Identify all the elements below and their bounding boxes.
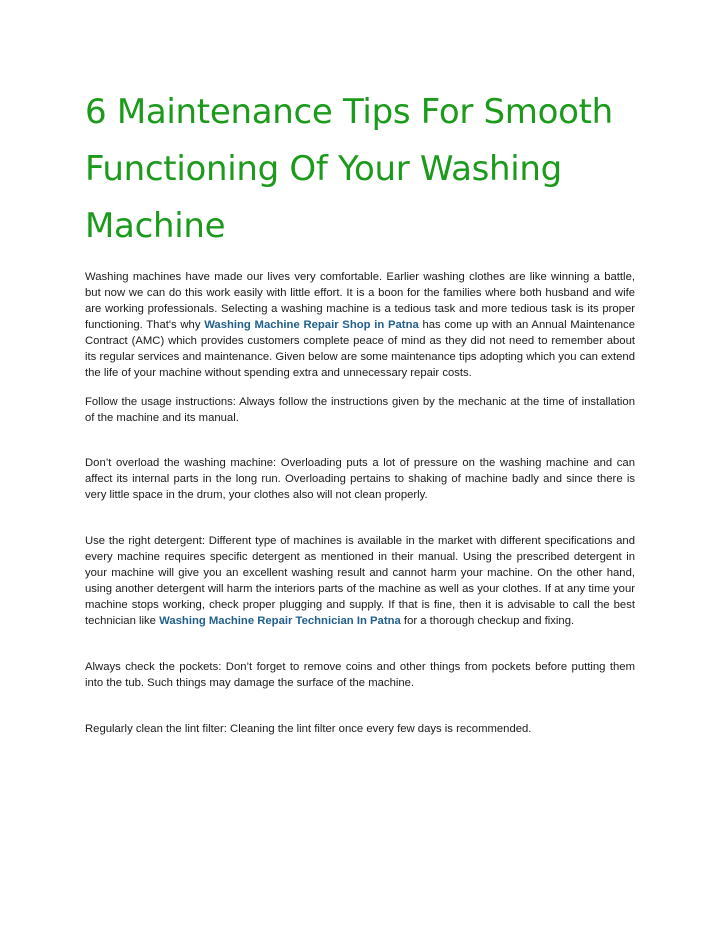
intro-text-after-link: has come up with an Annual Maintenance Contract (AMC) which provides customers complete peace of mind as they did not need to remember about its regular services and maintenance. Given below are some maintenance tips adopting which you can extend the life of your machine without spending extra and unnecessary repair costs.	[85, 319, 635, 379]
detergent-text-after-link: for a thorough checkup and fixing.	[400, 615, 575, 627]
tip-clean-lint-filter: Regularly clean the lint filter: Cleaning the lint filter once every few days is recommended.	[85, 723, 532, 735]
tip-check-pockets: Always check the pockets: Don’t forget to remove coins and other things from pockets before putting them into the tub. Such things may damage the surface of the machine.	[85, 661, 635, 689]
tip-dont-overload: Don’t overload the washing machine: Overloading puts a lot of pressure on the washing machine and can affect its internal parts in the long run. Overloading pertains to shaking of machine badly and since there is very little space in the drum, your clothes also will not clean properly.	[85, 457, 635, 501]
repair-shop-link[interactable]: Washing Machine Repair Shop in Patna	[204, 319, 419, 331]
document-page	[85, 84, 635, 737]
tip-right-detergent	[85, 533, 635, 629]
page-title: 6 Maintenance Tips For Smooth Functioning Of Your Washing Machine	[85, 92, 613, 246]
repair-technician-link[interactable]: Washing Machine Repair Technician In Patna	[159, 615, 401, 627]
intro-paragraph	[85, 269, 635, 381]
intro-text-before-link: Washing machines have made our lives very comfortable. Earlier washing clothes are like winning a battle, but now we can do this work easily with little effort. It is a boon for the families where both husband and wife are working professionals. Selecting a washing machine is a tedious task and more tedious task is its proper functioning. That's why	[85, 271, 635, 331]
detergent-text-before-link: Use the right detergent: Different type of machines is available in the market with different specifications and every machine requires specific detergent as mentioned in their manual. Using the prescribed detergent in your machine will give you an excellent washing result and cannot harm your machine. On the other hand, using another detergent will harm the interiors parts of the machine as well as your clothes. If at any time your machine stops working, check proper plugging and supply. If that is fine, then it is advisable to call the best technician like	[85, 535, 635, 627]
tip-usage-instructions: Follow the usage instructions: Always follow the instructions given by the mechanic at the time of installation of the machine and its manual.	[85, 396, 635, 424]
